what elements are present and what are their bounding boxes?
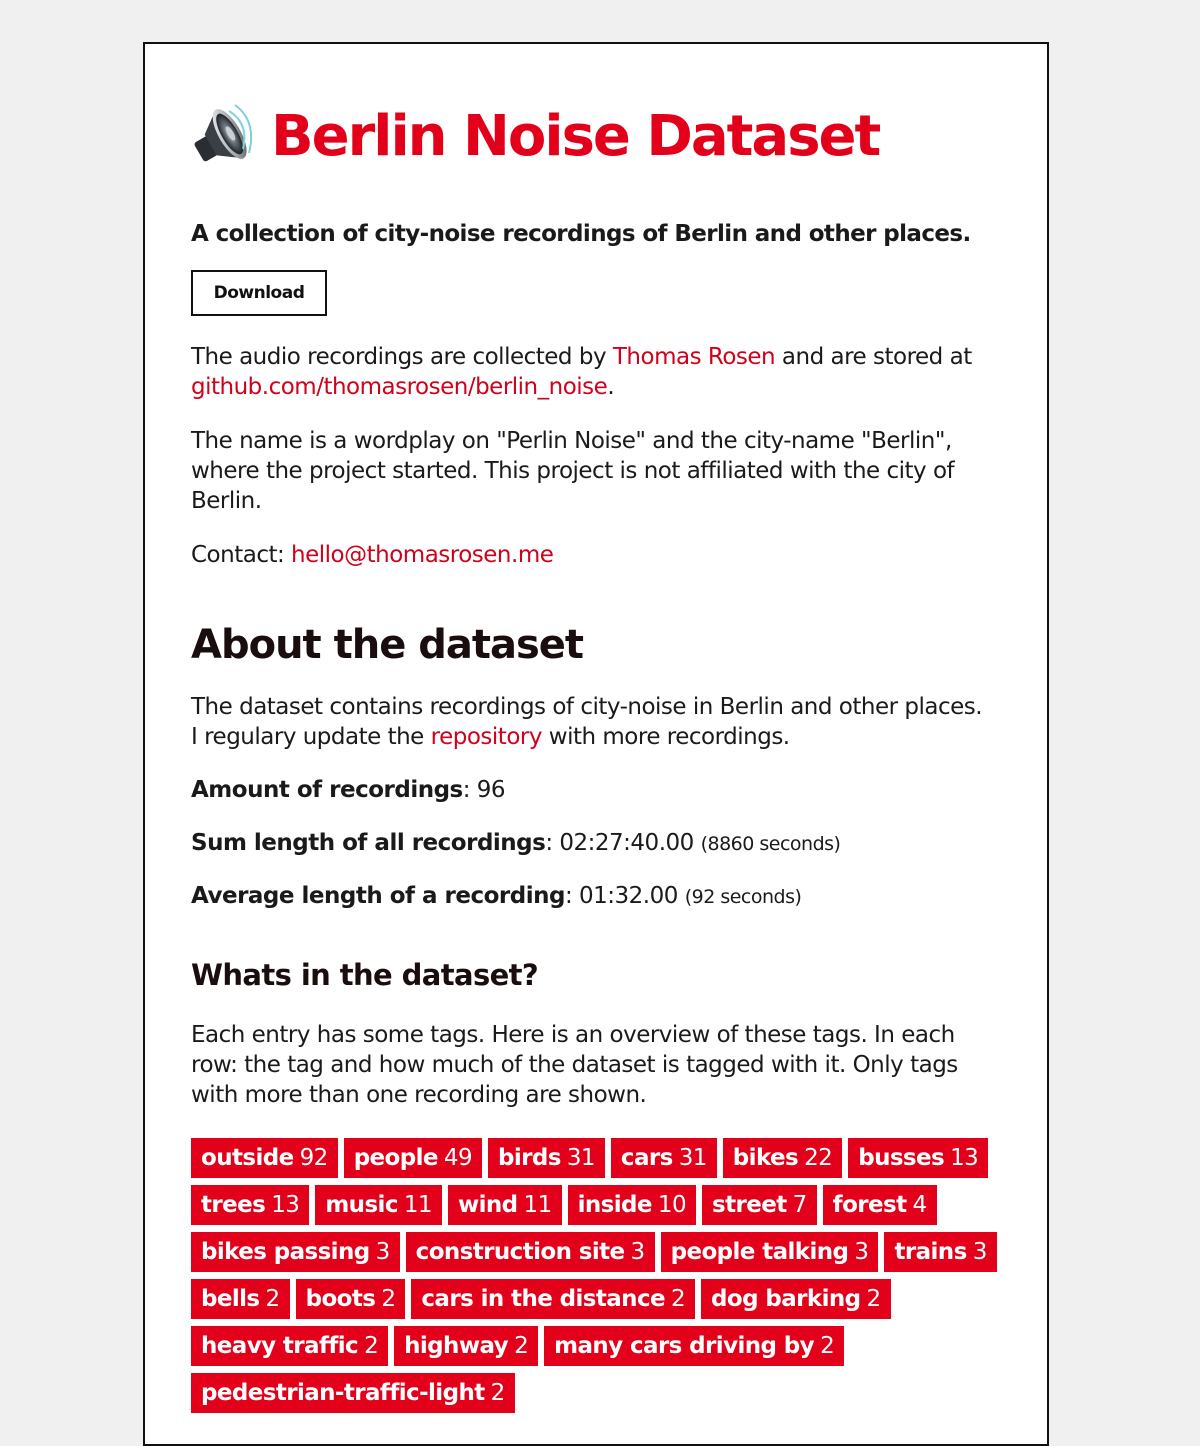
tag-name: cars (620, 1145, 673, 1171)
tag-chip[interactable] (191, 1326, 388, 1366)
tag-count: 3 (375, 1239, 390, 1265)
tag-name: wind (457, 1192, 518, 1218)
tag-name: dog barking (711, 1286, 861, 1312)
stat-average-length (191, 883, 801, 909)
tag-name: street (711, 1192, 787, 1218)
tag-name: boots (305, 1286, 376, 1312)
tag-chip[interactable] (848, 1138, 988, 1178)
tag-chip[interactable] (661, 1232, 879, 1272)
tag-chip[interactable] (191, 1232, 400, 1272)
tag-chip[interactable] (191, 1279, 290, 1319)
stat-extra: (92 seconds) (684, 886, 802, 908)
tag-chip[interactable] (191, 1138, 338, 1178)
tag-name: music (325, 1192, 398, 1218)
contact-paragraph (191, 540, 991, 570)
tag-name: people talking (670, 1239, 849, 1265)
speaker-icon (191, 101, 257, 171)
tag-count: 4 (912, 1192, 927, 1218)
tag-count: 13 (271, 1192, 300, 1218)
contact-email-link[interactable]: hello@thomasrosen.me (291, 542, 554, 568)
tag-chip[interactable] (723, 1138, 842, 1178)
tag-count: 2 (381, 1286, 396, 1312)
tag-chip[interactable] (315, 1185, 442, 1225)
tag-count: 2 (514, 1333, 529, 1359)
download-button[interactable]: Download (191, 270, 327, 316)
page-card (143, 42, 1049, 1446)
tag-count: 3 (972, 1239, 987, 1265)
about-text: The dataset contains recordings of city-noise in Berlin and other places. I regulary update the (191, 694, 983, 750)
tag-chip[interactable] (568, 1185, 696, 1225)
author-link[interactable]: Thomas Rosen (612, 344, 776, 370)
tag-chip[interactable] (191, 1185, 309, 1225)
tag-chip[interactable] (884, 1232, 996, 1272)
stat-label: Average length of a recording (191, 883, 565, 909)
tag-name: bikes passing (201, 1239, 370, 1265)
tag-count: 13 (950, 1145, 979, 1171)
tag-name: inside (577, 1192, 652, 1218)
tag-count: 22 (804, 1145, 833, 1171)
tag-chip[interactable] (394, 1326, 538, 1366)
tag-chip[interactable] (544, 1326, 844, 1366)
wordplay-paragraph: The name is a wordplay on "Perlin Noise" and the city-name "Berlin", where the project started. This project is not affiliated with the city of Berlin. (191, 428, 955, 514)
stat-value: 01:32.00 (579, 883, 678, 909)
tag-chip[interactable] (296, 1279, 406, 1319)
stat-extra: (8860 seconds) (700, 833, 841, 855)
about-text: with more recordings. (541, 724, 790, 750)
tag-count: 2 (820, 1333, 835, 1359)
tag-name: bells (201, 1286, 260, 1312)
tags-description: Each entry has some tags. Here is an overview of these tags. In each row: the tag and how much of the dataset is tagged with it. Only tags with more than one recording are shown. (191, 1022, 958, 1108)
tag-chip[interactable] (488, 1138, 605, 1178)
stat-label: Amount of recordings (191, 777, 463, 803)
tag-chip[interactable] (823, 1185, 937, 1225)
stat-separator: : (545, 830, 560, 856)
tag-name: many cars driving by (554, 1333, 815, 1359)
tag-name: bikes (732, 1145, 799, 1171)
tag-count: 3 (854, 1239, 869, 1265)
page-header (191, 96, 879, 176)
repository-link[interactable]: repository (430, 724, 542, 750)
tag-name: cars in the distance (421, 1286, 665, 1312)
tag-chip[interactable] (702, 1185, 817, 1225)
tag-count: 2 (265, 1286, 280, 1312)
stat-value: 96 (476, 777, 506, 803)
tag-count: 2 (490, 1380, 505, 1406)
contact-label: Contact: (191, 542, 292, 568)
tag-chip[interactable] (191, 1373, 515, 1413)
about-heading: About the dataset (191, 622, 584, 668)
tag-name: birds (497, 1145, 561, 1171)
tag-count: 2 (866, 1286, 881, 1312)
tag-name: forest (832, 1192, 907, 1218)
tag-count: 11 (523, 1192, 552, 1218)
tag-count: 7 (792, 1192, 807, 1218)
tag-name: outside (201, 1145, 294, 1171)
intro-text: and are stored at (775, 344, 972, 370)
tag-count: 92 (299, 1145, 328, 1171)
tag-count: 10 (657, 1192, 686, 1218)
about-paragraph (191, 692, 991, 752)
tag-count: 31 (566, 1145, 595, 1171)
tag-name: pedestrian-traffic-light (201, 1380, 485, 1406)
whats-heading: Whats in the dataset? (191, 958, 539, 992)
stat-value: 02:27:40.00 (559, 830, 694, 856)
stat-separator: : (564, 883, 580, 909)
tag-name: people (353, 1145, 438, 1171)
tag-name: construction site (415, 1239, 625, 1265)
intro-paragraph (191, 342, 991, 402)
tag-chip[interactable] (448, 1185, 562, 1225)
stat-label: Sum length of all recordings (191, 830, 546, 856)
stat-separator: : (462, 777, 477, 803)
tag-name: trains (894, 1239, 967, 1265)
tag-count: 3 (630, 1239, 645, 1265)
stat-amount (191, 777, 505, 803)
tag-count: 49 (443, 1145, 472, 1171)
repo-link[interactable]: github.com/thomasrosen/berlin_noise (191, 374, 608, 400)
tag-list (191, 1138, 1006, 1413)
intro-text: . (607, 374, 615, 400)
intro-text: The audio recordings are collected by (191, 344, 613, 370)
tag-name: highway (404, 1333, 509, 1359)
page-subtitle: A collection of city-noise recordings of Berlin and other places. (191, 221, 971, 247)
tag-name: heavy traffic (201, 1333, 359, 1359)
tag-count: 11 (403, 1192, 432, 1218)
tag-chip[interactable] (411, 1279, 695, 1319)
tag-chip[interactable] (406, 1232, 655, 1272)
tag-count: 2 (671, 1286, 686, 1312)
tag-count: 31 (678, 1145, 707, 1171)
stat-sum-length (191, 830, 840, 856)
tag-name: trees (201, 1192, 266, 1218)
tag-name: busses (858, 1145, 945, 1171)
tag-chip[interactable] (701, 1279, 891, 1319)
tag-count: 2 (364, 1333, 379, 1359)
tag-chip[interactable] (344, 1138, 482, 1178)
page-title: Berlin Noise Dataset (271, 103, 880, 169)
tag-chip[interactable] (611, 1138, 717, 1178)
